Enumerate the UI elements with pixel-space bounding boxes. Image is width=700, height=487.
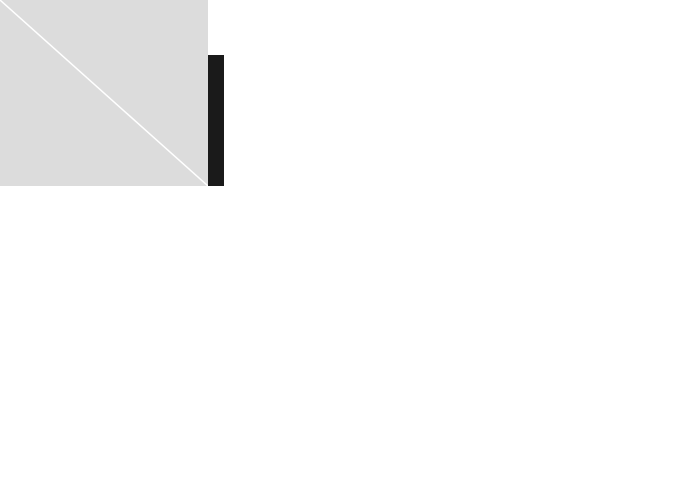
corner-header-box bbox=[0, 0, 208, 186]
corner-diagonal-icon bbox=[0, 0, 208, 186]
merit-label bbox=[208, 55, 224, 186]
page-title bbox=[40, 6, 150, 26]
